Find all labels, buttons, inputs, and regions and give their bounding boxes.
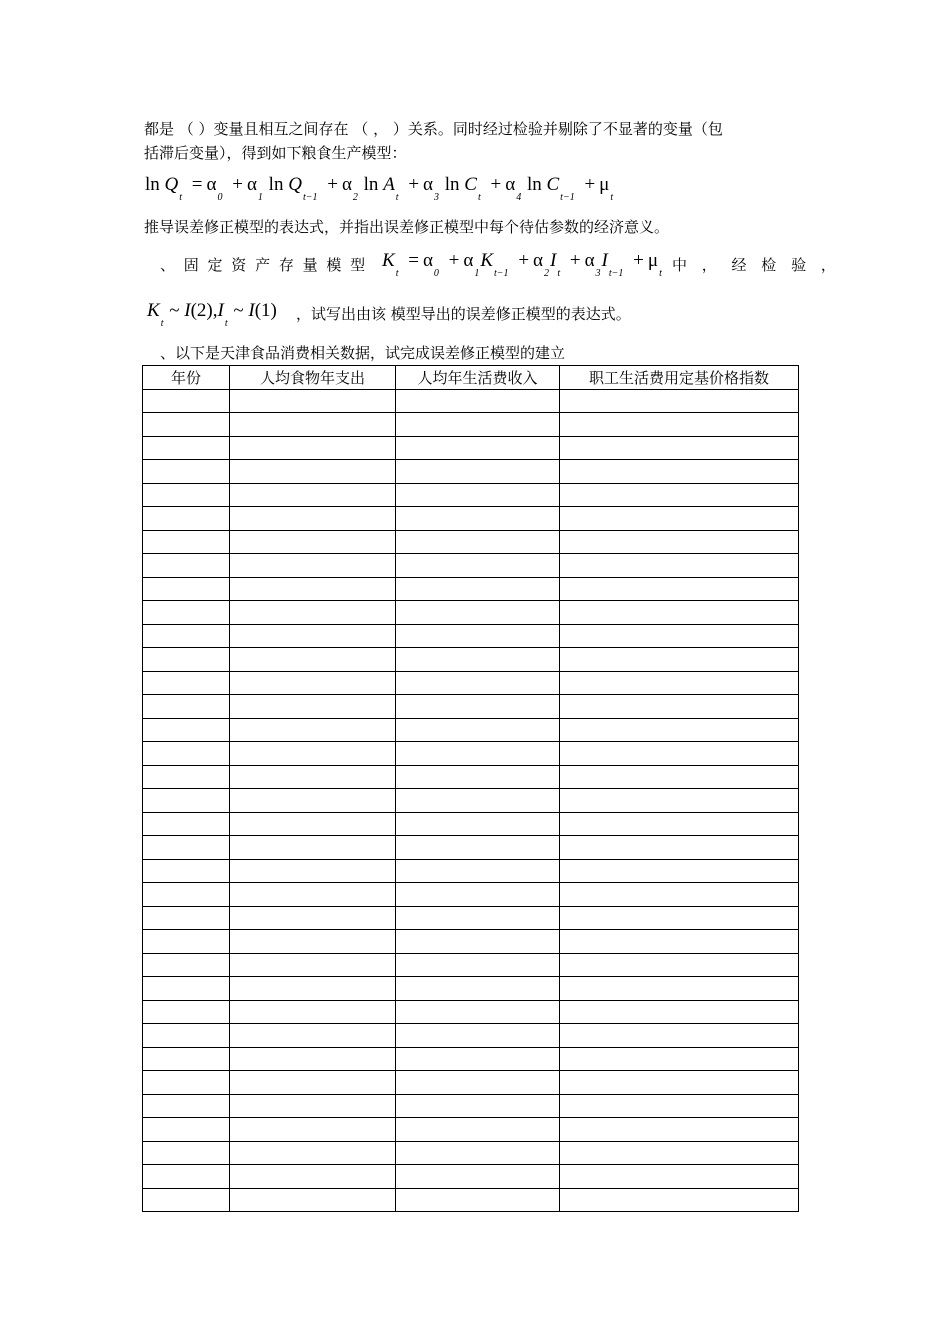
table-row (143, 624, 799, 648)
table-cell (396, 953, 560, 977)
table-cell (143, 1094, 230, 1118)
table-cell (230, 460, 396, 484)
table-cell (560, 1071, 799, 1095)
table-cell (396, 1094, 560, 1118)
table-cell (396, 812, 560, 836)
table-cell (560, 1094, 799, 1118)
table-cell (230, 695, 396, 719)
integration-condition: $K_t$ ~ $I(2),I_t$ ~ I(1) (147, 300, 277, 329)
question3-text: 、以下是天津食品消费相关数据，试完成误差修正模型的建立 (160, 344, 566, 362)
table-cell (143, 836, 230, 860)
table-cell (230, 1047, 396, 1071)
header-living-income: 人均年生活费收入 (396, 366, 560, 390)
table-cell (143, 413, 230, 437)
paragraph-line-2: 括滞后变量），得到如下粮食生产模型： (144, 144, 407, 162)
table-cell (230, 977, 396, 1001)
table-cell (230, 436, 396, 460)
table-row (143, 648, 799, 672)
table-cell (560, 695, 799, 719)
table-cell (560, 530, 799, 554)
table-cell (396, 436, 560, 460)
table-cell (143, 789, 230, 813)
table-cell (230, 507, 396, 531)
table-cell (230, 742, 396, 766)
table-cell (560, 953, 799, 977)
table-cell (143, 1188, 230, 1212)
table-cell (143, 1165, 230, 1189)
table-cell (396, 460, 560, 484)
table-cell (143, 1047, 230, 1071)
table-row (143, 742, 799, 766)
table-cell (230, 483, 396, 507)
table-row (143, 812, 799, 836)
table-cell (230, 765, 396, 789)
table-cell (230, 883, 396, 907)
table-cell (230, 530, 396, 554)
table-cell (560, 1188, 799, 1212)
table-cell (143, 389, 230, 413)
table-cell (396, 977, 560, 1001)
table-cell (560, 977, 799, 1001)
table-cell (396, 836, 560, 860)
table-cell (230, 624, 396, 648)
table-cell (143, 953, 230, 977)
table-cell (230, 577, 396, 601)
table-cell (143, 554, 230, 578)
table-row (143, 507, 799, 531)
table-cell (143, 1024, 230, 1048)
table-row (143, 436, 799, 460)
header-price-index: 职工生活费用定基价格指数 (560, 366, 799, 390)
table-row (143, 1118, 799, 1142)
table-row (143, 1188, 799, 1212)
table-cell (396, 718, 560, 742)
table-cell (560, 789, 799, 813)
capital-stock-equation: $K_t = \alpha_0 + \alpha_1K_{t-1} + \alpha_2I_t + \alpha_3I_{t-1} + \mu_t$ (382, 250, 662, 279)
table-cell (143, 1141, 230, 1165)
table-cell (143, 742, 230, 766)
table-row (143, 953, 799, 977)
table-body (143, 389, 799, 1212)
table-cell (560, 413, 799, 437)
table-cell (396, 859, 560, 883)
table-cell (230, 906, 396, 930)
paragraph-derive-ecm: 推导误差修正模型的表达式，并指出误差修正模型中每个待估参数的经济意义。 (144, 218, 670, 236)
table-cell (396, 577, 560, 601)
table-cell (230, 1000, 396, 1024)
table-cell (230, 648, 396, 672)
table-cell (143, 883, 230, 907)
table-cell (396, 1024, 560, 1048)
table-cell (143, 507, 230, 531)
table-cell (230, 953, 396, 977)
table-cell (560, 389, 799, 413)
table-cell (230, 413, 396, 437)
table-cell (560, 1118, 799, 1142)
table-cell (396, 601, 560, 625)
paragraph-line-1: 都是 （ ）变量且相互之间存在 （ ， ）关系。同时经过检验并剔除了不显著的变量（包 (144, 120, 723, 138)
table-cell (396, 1000, 560, 1024)
table-cell (230, 812, 396, 836)
table-cell (560, 765, 799, 789)
table-cell (560, 1165, 799, 1189)
table-cell (560, 577, 799, 601)
food-consumption-table (142, 365, 799, 1212)
table-cell (230, 671, 396, 695)
table-cell (560, 836, 799, 860)
table-row (143, 930, 799, 954)
table-cell (396, 1188, 560, 1212)
table-row (143, 789, 799, 813)
table-row (143, 859, 799, 883)
table-cell (396, 389, 560, 413)
table-row (143, 530, 799, 554)
table-cell (143, 1071, 230, 1095)
table-cell (560, 883, 799, 907)
table-cell (560, 483, 799, 507)
table-cell (396, 789, 560, 813)
table-cell (396, 1165, 560, 1189)
table-cell (396, 1118, 560, 1142)
table-cell (560, 906, 799, 930)
table-cell (396, 906, 560, 930)
table-cell (143, 577, 230, 601)
table-cell (143, 859, 230, 883)
table-row (143, 1047, 799, 1071)
table-cell (143, 530, 230, 554)
question2-suffix: 中 ， 经 检 验 ， (672, 256, 841, 274)
table-cell (560, 1141, 799, 1165)
table-row (143, 577, 799, 601)
table-row (143, 413, 799, 437)
table-row (143, 765, 799, 789)
table-cell (230, 601, 396, 625)
table-cell (560, 1000, 799, 1024)
table-cell (560, 1024, 799, 1048)
table-cell (396, 624, 560, 648)
header-food-expenditure: 人均食物年支出 (230, 366, 396, 390)
table-cell (396, 413, 560, 437)
table-cell (396, 554, 560, 578)
table-cell (143, 624, 230, 648)
table-cell (230, 389, 396, 413)
table-cell (230, 836, 396, 860)
table-cell (396, 648, 560, 672)
grain-production-equation: $\ln Q_t = \alpha_0 + \alpha_1$ $\ln Q_{t-1} + \alpha_2$ $\ln A_t + \alpha_3$ $\ln C_t + \alpha_4$ $\ln C_{t-1} + \mu_t$ (145, 174, 614, 203)
table-cell (396, 1071, 560, 1095)
table-cell (143, 718, 230, 742)
table-cell (396, 671, 560, 695)
table-row (143, 718, 799, 742)
table-cell (230, 789, 396, 813)
table-row (143, 1024, 799, 1048)
table-cell (143, 601, 230, 625)
table-cell (560, 554, 799, 578)
table-row (143, 1000, 799, 1024)
table-cell (560, 812, 799, 836)
table-cell (143, 460, 230, 484)
table-cell (396, 507, 560, 531)
table-row (143, 883, 799, 907)
question2-prefix: 、 固 定 资 产 存 量 模 型 (160, 256, 368, 274)
table-cell (560, 624, 799, 648)
table-cell (560, 436, 799, 460)
table-cell (143, 695, 230, 719)
table-cell (230, 1024, 396, 1048)
table-cell (143, 812, 230, 836)
table-row (143, 601, 799, 625)
table-cell (143, 648, 230, 672)
table-cell (230, 1071, 396, 1095)
table-cell (396, 1047, 560, 1071)
table-cell (143, 671, 230, 695)
table-row (143, 977, 799, 1001)
table-header-row (143, 366, 799, 390)
table-cell (560, 859, 799, 883)
table-cell (143, 436, 230, 460)
table-cell (143, 1118, 230, 1142)
table-row (143, 1141, 799, 1165)
table-row (143, 483, 799, 507)
table-cell (560, 460, 799, 484)
table-cell (560, 601, 799, 625)
table-cell (396, 930, 560, 954)
table-row (143, 671, 799, 695)
table-row (143, 1165, 799, 1189)
table-cell (396, 742, 560, 766)
table-cell (230, 859, 396, 883)
table-cell (560, 648, 799, 672)
table-cell (396, 483, 560, 507)
table-row (143, 460, 799, 484)
table-cell (230, 1188, 396, 1212)
table-row (143, 389, 799, 413)
table-cell (143, 977, 230, 1001)
table-cell (230, 1094, 396, 1118)
table-cell (560, 507, 799, 531)
table-row (143, 1071, 799, 1095)
table-row (143, 836, 799, 860)
table-cell (396, 695, 560, 719)
table-cell (230, 1141, 396, 1165)
table-cell (143, 906, 230, 930)
table-row (143, 695, 799, 719)
question2-tail: ，试写出由该 模型导出的误差修正模型的表达式。 (296, 305, 631, 323)
table-row (143, 906, 799, 930)
table-row (143, 554, 799, 578)
table-cell (560, 1047, 799, 1071)
table-cell (560, 742, 799, 766)
table-cell (560, 930, 799, 954)
table-cell (396, 1141, 560, 1165)
table-cell (396, 765, 560, 789)
table-cell (396, 530, 560, 554)
table-cell (230, 718, 396, 742)
table-cell (143, 483, 230, 507)
header-year: 年份 (143, 366, 230, 390)
table-row (143, 1094, 799, 1118)
table-cell (143, 1000, 230, 1024)
table-cell (230, 1118, 396, 1142)
table-cell (143, 930, 230, 954)
table-cell (230, 1165, 396, 1189)
table-cell (230, 930, 396, 954)
table-cell (143, 765, 230, 789)
table-cell (230, 554, 396, 578)
table-cell (560, 718, 799, 742)
table-cell (396, 883, 560, 907)
table-cell (560, 671, 799, 695)
